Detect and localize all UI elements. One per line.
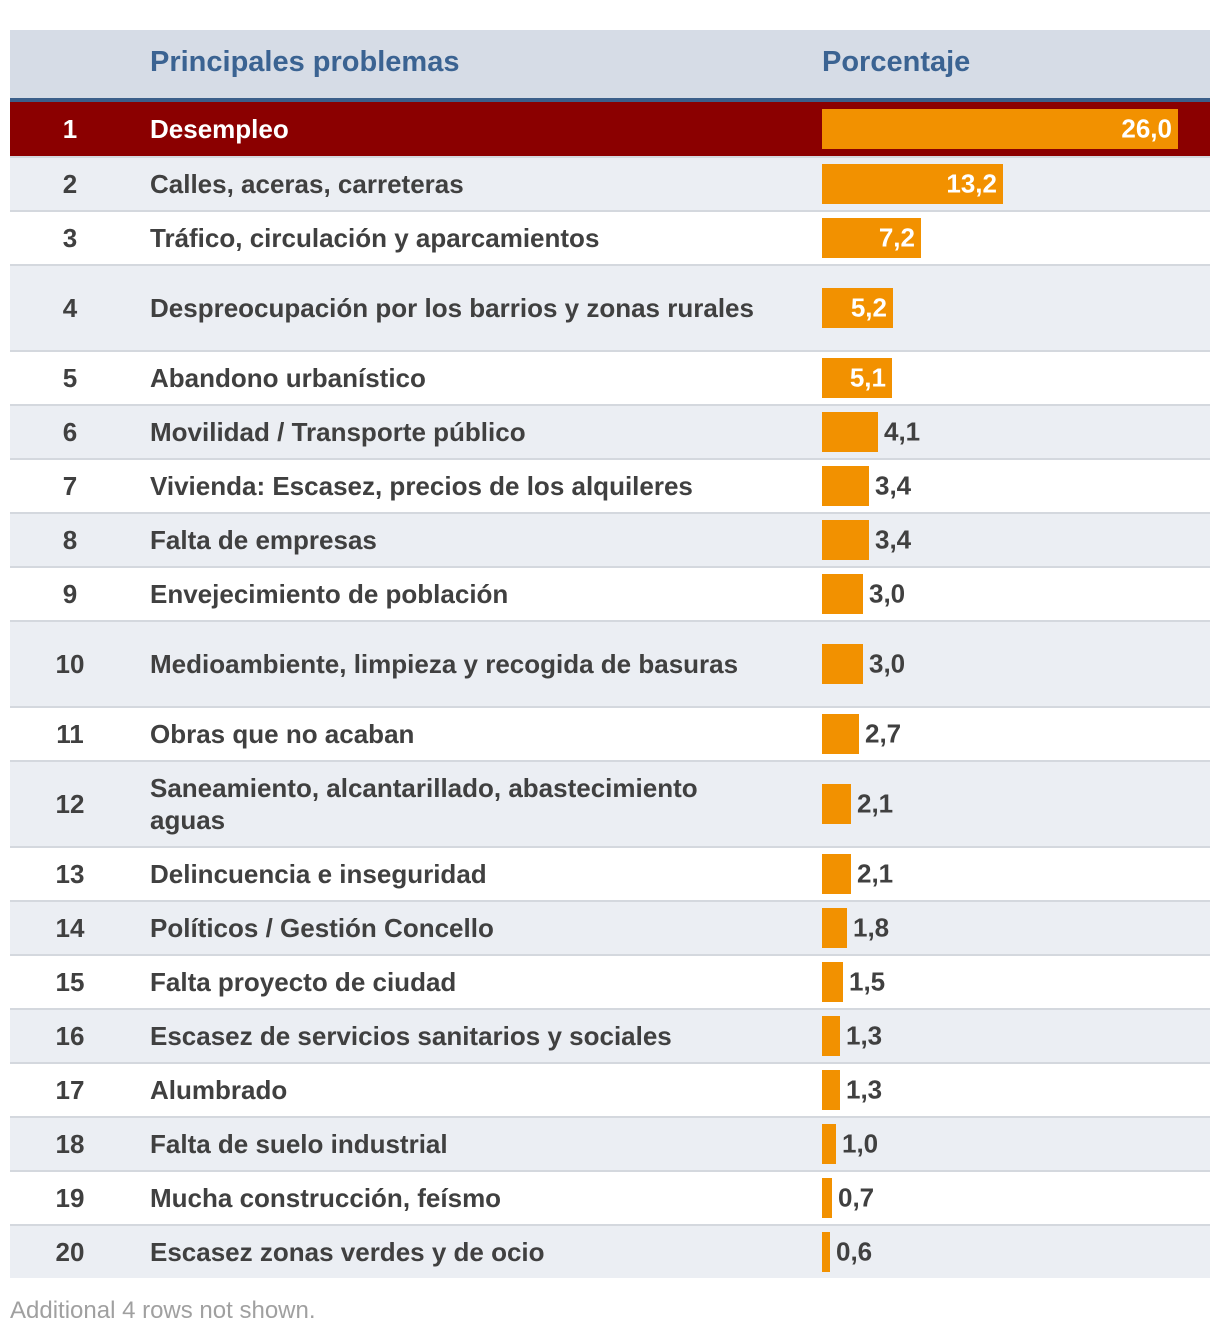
row-rank: 14 [55, 912, 85, 943]
bar-value-label: 0,7 [838, 1182, 875, 1213]
row-label: Delincuencia e inseguridad [150, 859, 487, 889]
row-label: Mucha construcción, feísmo [150, 1183, 502, 1213]
problem-column-header: Principales problemas [150, 46, 460, 78]
table-body [10, 102, 1210, 1278]
row-rank: 3 [62, 222, 78, 253]
percentage-bar [822, 1070, 840, 1110]
percentage-bar [822, 466, 869, 506]
bar-value-label: 4,1 [884, 416, 921, 447]
percent-column-header: Porcentaje [822, 46, 971, 78]
percentage-bar [822, 1016, 840, 1056]
row-label: Vivienda: Escasez, precios de los alquileres [150, 471, 693, 501]
bar-value-label: 7,2 [878, 222, 915, 253]
percentage-bar [822, 714, 859, 754]
table-row [10, 210, 1210, 264]
percentage-bar [822, 962, 843, 1002]
row-rank: 11 [56, 718, 84, 749]
table-row [10, 706, 1210, 760]
table-row [10, 760, 1210, 846]
row-rank: 5 [62, 362, 78, 393]
table-row [10, 264, 1210, 350]
bar-value-label: 3,4 [875, 524, 912, 555]
row-label: Escasez de servicios sanitarios y sociales [150, 1021, 672, 1051]
bar-value-label: 1,0 [842, 1128, 879, 1159]
bar-cell [822, 762, 1202, 846]
row-rank: 4 [62, 292, 78, 323]
bar-cell [822, 406, 1202, 458]
bar-cell [822, 266, 1202, 350]
bar-cell [822, 622, 1202, 706]
percentage-bar [822, 1232, 830, 1272]
bar-cell [822, 848, 1202, 900]
percentage-bar [822, 644, 863, 684]
table-row [10, 900, 1210, 954]
bar-cell [822, 1172, 1202, 1224]
bar-value-label: 5,1 [849, 362, 886, 393]
row-rank: 8 [62, 524, 78, 555]
bar-cell [822, 158, 1202, 210]
percentage-bar [822, 854, 851, 894]
bar-value-label: 3,0 [869, 578, 906, 609]
percentage-bar [822, 574, 863, 614]
bar-cell [822, 514, 1202, 566]
bar-value-label: 1,5 [849, 966, 886, 997]
row-label: Medioambiente, limpieza y recogida de basuras [150, 649, 739, 679]
row-rank: 19 [55, 1182, 85, 1213]
bar-value-label: 0,6 [836, 1236, 873, 1267]
bar-cell [822, 352, 1202, 404]
bar-value-label: 1,3 [846, 1020, 883, 1051]
bar-cell [822, 956, 1202, 1008]
row-rank: 2 [62, 168, 78, 199]
bar-cell [822, 902, 1202, 954]
row-label: Falta proyecto de ciudad [150, 967, 457, 997]
row-label: Envejecimiento de población [150, 579, 509, 609]
bar-value-label: 13,2 [946, 168, 997, 199]
table-row [10, 1170, 1210, 1224]
bar-cell [822, 1226, 1202, 1278]
bar-cell [822, 460, 1202, 512]
table-row [10, 620, 1210, 706]
bar-cell [822, 1064, 1202, 1116]
table-row [10, 156, 1210, 210]
problems-table [10, 30, 1210, 1278]
percentage-bar [822, 1124, 836, 1164]
row-rank: 1 [62, 113, 78, 144]
row-label: Tráfico, circulación y aparcamientos [150, 223, 600, 253]
bar-value-label: 2,7 [865, 718, 902, 749]
percentage-bar [822, 412, 878, 452]
bar-value-label: 5,2 [850, 292, 887, 323]
row-label: Políticos / Gestión Concello [150, 913, 494, 943]
row-rank: 16 [55, 1020, 85, 1051]
table-row [10, 1062, 1210, 1116]
table-row [10, 102, 1210, 156]
row-label: Calles, aceras, carreteras [150, 169, 464, 199]
bar-cell [822, 568, 1202, 620]
row-label: Falta de empresas [150, 525, 377, 555]
row-label: Desempleo [150, 114, 289, 144]
row-rank: 15 [55, 966, 85, 997]
bar-value-label: 3,0 [869, 648, 906, 679]
bar-value-label: 1,3 [846, 1074, 883, 1105]
bar-value-label: 3,4 [875, 470, 912, 501]
row-label: Escasez zonas verdes y de ocio [150, 1237, 545, 1267]
bar-cell [822, 102, 1202, 156]
table-row [10, 846, 1210, 900]
bar-value-label: 1,8 [853, 912, 890, 943]
bar-cell [822, 1010, 1202, 1062]
percentage-bar [822, 520, 869, 560]
row-rank: 7 [62, 470, 78, 501]
table-row [10, 350, 1210, 404]
row-rank: 20 [55, 1236, 85, 1267]
table-row [10, 1224, 1210, 1278]
row-label: Obras que no acaban [150, 719, 415, 749]
row-label: Despreocupación por los barrios y zonas rurales [150, 293, 754, 323]
row-label: Falta de suelo industrial [150, 1129, 448, 1159]
percentage-bar [822, 908, 847, 948]
bar-cell [822, 708, 1202, 760]
percentage-bar [822, 784, 851, 824]
bar-value-label: 2,1 [857, 788, 894, 819]
row-rank: 17 [55, 1074, 85, 1105]
percentage-bar [822, 1178, 832, 1218]
bar-value-label: 26,0 [1121, 113, 1172, 144]
row-rank: 9 [62, 578, 78, 609]
table-row [10, 954, 1210, 1008]
row-label: Abandono urbanístico [150, 363, 426, 393]
row-label: Movilidad / Transporte público [150, 417, 526, 447]
bar-cell [822, 212, 1202, 264]
row-rank: 18 [55, 1128, 85, 1159]
row-rank: 13 [55, 858, 85, 889]
bar-value-label: 2,1 [857, 858, 894, 889]
bar-cell [822, 1118, 1202, 1170]
table-row [10, 1008, 1210, 1062]
footnote: Additional 4 rows not shown. [10, 1297, 316, 1324]
table-row [10, 404, 1210, 458]
table-row [10, 1116, 1210, 1170]
row-rank: 6 [62, 416, 78, 447]
table-row [10, 512, 1210, 566]
table-row [10, 566, 1210, 620]
row-label: Saneamiento, alcantarillado, abastecimiento aguas [150, 773, 698, 835]
row-label: Alumbrado [150, 1075, 288, 1105]
row-rank: 10 [55, 648, 85, 679]
table-row [10, 458, 1210, 512]
row-rank: 12 [55, 788, 85, 819]
table-header [10, 30, 1210, 102]
